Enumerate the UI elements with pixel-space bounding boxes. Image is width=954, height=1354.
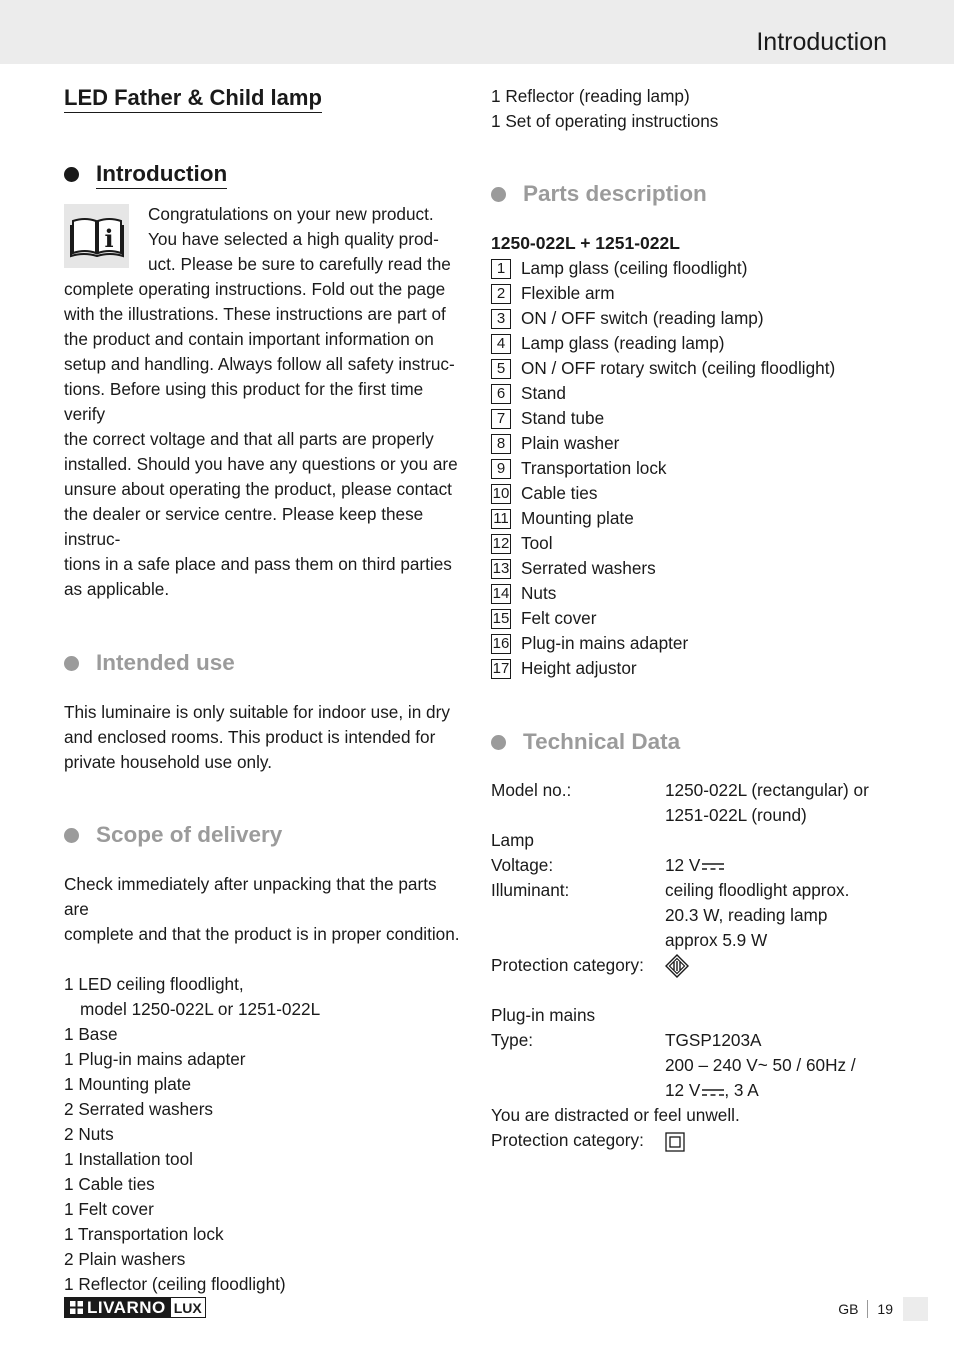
part-row	[491, 431, 921, 456]
part-number-box: 16	[492, 635, 510, 652]
part-number-box: 5	[491, 359, 511, 379]
intro-line: with the illustrations. These instructions are part of	[64, 304, 446, 324]
tech-row-note: You are distracted or feel unwell.	[491, 1105, 740, 1126]
part-number-box: 9	[491, 459, 511, 479]
intro-line: the dealer or service centre. Please keep these instruc-	[64, 504, 424, 549]
intro-line: complete operating instructions. Fold out the page	[64, 279, 446, 299]
list-item	[64, 1122, 464, 1147]
tech-row-illuminant-cont2: approx 5.9 W	[665, 930, 768, 950]
list-item	[64, 1172, 464, 1197]
list-item	[64, 1197, 464, 1222]
list-item-text: 1 Transportation lock	[64, 1224, 224, 1244]
list-item-text-cont: model 1250-022L or 1251-022L	[80, 999, 321, 1019]
tech-row-model-cont: 1251-022L (round)	[665, 805, 807, 825]
dc-symbol-icon	[702, 861, 724, 871]
part-number-box: 2	[491, 284, 511, 304]
part-label: ON / OFF rotary switch (ceiling floodlight)	[521, 358, 836, 378]
part-number-box: 1	[491, 259, 511, 279]
part-label: Serrated washers	[521, 558, 656, 578]
part-number-box: 13	[492, 560, 510, 577]
page-tab-box	[903, 1297, 928, 1321]
part-row	[491, 606, 921, 631]
tech-row-illuminant: Illuminant: ceiling floodlight approx.	[491, 880, 850, 900]
part-number-box: 4	[491, 334, 511, 354]
part-number-box: 14	[492, 585, 510, 602]
list-item	[64, 972, 464, 1022]
part-number-box: 6	[491, 384, 511, 404]
brand-name: LIVARNO	[87, 1297, 166, 1317]
bullet-icon	[64, 828, 79, 843]
tech-row-output: 12 V , 3 A	[665, 1080, 759, 1101]
tech-row-input: 200 – 240 V~ 50 / 60Hz /	[665, 1055, 856, 1076]
part-label: Nuts	[521, 583, 557, 603]
introduction-heading: Introduction	[64, 160, 464, 189]
part-label: Transportation lock	[521, 458, 667, 478]
intro-line: tions. Before using this product for the first time verify	[64, 379, 424, 424]
part-row	[491, 356, 921, 381]
part-label: Plain washer	[521, 433, 620, 453]
bullet-icon	[491, 187, 506, 202]
scope-line: Check immediately after unpacking that the parts are	[64, 874, 437, 919]
intro-line: Congratulations on your new product.	[148, 204, 434, 224]
list-item-text: 2 Serrated washers	[64, 1099, 214, 1119]
part-row	[491, 381, 921, 406]
part-row	[491, 256, 921, 281]
page-footer	[838, 1297, 928, 1321]
part-number-box: 11	[491, 509, 511, 529]
list-item	[64, 1097, 464, 1122]
tech-row-spacer	[491, 978, 921, 1003]
intro-line: tions in a safe place and pass them on third parties	[64, 554, 452, 574]
part-label: ON / OFF switch (reading lamp)	[521, 308, 764, 328]
list-item	[64, 1247, 464, 1272]
tech-row-voltage: Voltage: 12 V	[491, 853, 921, 878]
language-code: GB	[838, 1301, 859, 1317]
list-item	[64, 1022, 464, 1047]
tech-row-protection2: Protection category:	[491, 1128, 921, 1153]
brand-suffix: LUX	[170, 1297, 206, 1318]
list-item-text: 1 Plug-in mains adapter	[64, 1049, 246, 1069]
list-item	[64, 1272, 464, 1297]
scope-list	[64, 972, 464, 1297]
part-label: Mounting plate	[521, 508, 634, 528]
tech-row-model: Model no.: 1250-022L (rectangular) or	[491, 780, 869, 800]
left-column	[64, 84, 464, 1297]
intended-use-line: This luminaire is only suitable for indoor use, in dry	[64, 702, 450, 722]
footer-divider	[867, 1300, 868, 1318]
svg-text:i: i	[103, 224, 114, 253]
logo-mark-icon	[70, 1301, 83, 1314]
dc-symbol-icon	[702, 1087, 724, 1097]
scope-line: complete and that the product is in proper condition.	[64, 924, 460, 944]
part-row	[491, 331, 921, 356]
part-label: Tool	[521, 533, 553, 553]
bullet-icon	[64, 656, 79, 671]
page-section-title: Introduction	[756, 28, 887, 56]
introduction-body	[64, 202, 464, 602]
list-item-text: 2 Plain washers	[64, 1249, 186, 1269]
intended-use-heading: Intended use	[64, 650, 464, 676]
list-item-text: 1 Felt cover	[64, 1199, 154, 1219]
part-label: Height adjustor	[521, 658, 637, 678]
list-item-text: 1 Base	[64, 1024, 118, 1044]
intro-line: unsure about operating the product, please contact	[64, 479, 452, 499]
tech-row-lamp: Lamp	[491, 830, 534, 850]
part-label: Felt cover	[521, 608, 597, 628]
intro-line: installed. Should you have any questions or you are	[64, 454, 458, 474]
part-label: Stand	[521, 383, 566, 403]
list-item	[64, 1222, 464, 1247]
part-label: Plug-in mains adapter	[521, 633, 689, 653]
part-number-box: 7	[491, 409, 511, 429]
parts-model: 1250-022L + 1251-022L	[491, 233, 680, 253]
part-label: Cable ties	[521, 483, 598, 503]
protection-class-iii-icon	[665, 954, 689, 978]
page-number: 19	[877, 1301, 893, 1317]
intended-use-line: and enclosed rooms. This product is intended for	[64, 727, 436, 747]
part-row	[491, 556, 921, 581]
part-label: Lamp glass (ceiling floodlight)	[521, 258, 748, 278]
intro-line: You have selected a high quality prod-	[148, 229, 439, 249]
info-book-icon	[64, 204, 129, 268]
intended-use-line: private household use only.	[64, 752, 272, 772]
scope-list-continued	[491, 84, 921, 134]
part-number-box: 10	[492, 485, 510, 502]
part-row	[491, 506, 921, 531]
part-label: Stand tube	[521, 408, 605, 428]
list-item-text: 1 Mounting plate	[64, 1074, 192, 1094]
part-number-box: 3	[491, 309, 511, 329]
list-item-text: 1 LED ceiling floodlight,	[64, 974, 244, 994]
part-row	[491, 281, 921, 306]
list-item-text: 1 Reflector (ceiling floodlight)	[64, 1274, 286, 1294]
scope-heading: Scope of delivery	[64, 822, 464, 848]
part-row	[491, 306, 921, 331]
part-row	[491, 631, 921, 656]
list-item-text: 1 Installation tool	[64, 1149, 193, 1169]
list-item: 1 Set of operating instructions	[491, 111, 719, 131]
bullet-icon	[491, 735, 506, 750]
technical-heading: Technical Data	[491, 729, 921, 755]
intro-line: uct. Please be sure to carefully read the	[148, 254, 451, 274]
brand-logo	[64, 1297, 206, 1318]
part-label: Flexible arm	[521, 283, 615, 303]
list-item	[64, 1072, 464, 1097]
bullet-icon	[64, 167, 79, 182]
right-column	[491, 84, 921, 1153]
document-title: LED Father & Child lamp	[64, 84, 322, 113]
tech-row-plug: Plug-in mains	[491, 1005, 596, 1026]
part-row	[491, 581, 921, 606]
part-label: Lamp glass (reading lamp)	[521, 333, 725, 353]
intro-line: setup and handling. Always follow all safety instruc-	[64, 354, 455, 374]
intro-line: the correct voltage and that all parts are properly	[64, 429, 434, 449]
part-number-box: 12	[492, 535, 510, 552]
part-row	[491, 406, 921, 431]
part-row	[491, 531, 921, 556]
part-row	[491, 456, 921, 481]
list-item	[64, 1147, 464, 1172]
tech-row-type: Type: TGSP1203A	[491, 1030, 762, 1051]
list-item-text: 1 Cable ties	[64, 1174, 155, 1194]
list-item: 1 Reflector (reading lamp)	[491, 86, 690, 106]
technical-table	[491, 778, 921, 1153]
tech-row-protection: Protection category:	[491, 953, 921, 978]
intended-use-body	[64, 700, 464, 775]
part-number-box: 8	[491, 434, 511, 454]
parts-list	[491, 256, 921, 681]
part-number-box: 15	[492, 610, 510, 627]
part-row	[491, 481, 921, 506]
intro-line: as applicable.	[64, 579, 170, 599]
list-item	[64, 1047, 464, 1072]
scope-body	[64, 872, 464, 947]
tech-row-illuminant-cont: 20.3 W, reading lamp	[665, 905, 828, 925]
intro-line: the product and contain important information on	[64, 329, 434, 349]
part-number-box: 17	[492, 660, 510, 677]
parts-heading: Parts description	[491, 181, 921, 207]
list-item-text: 2 Nuts	[64, 1124, 114, 1144]
protection-class-ii-icon	[665, 1132, 685, 1152]
part-row	[491, 656, 921, 681]
